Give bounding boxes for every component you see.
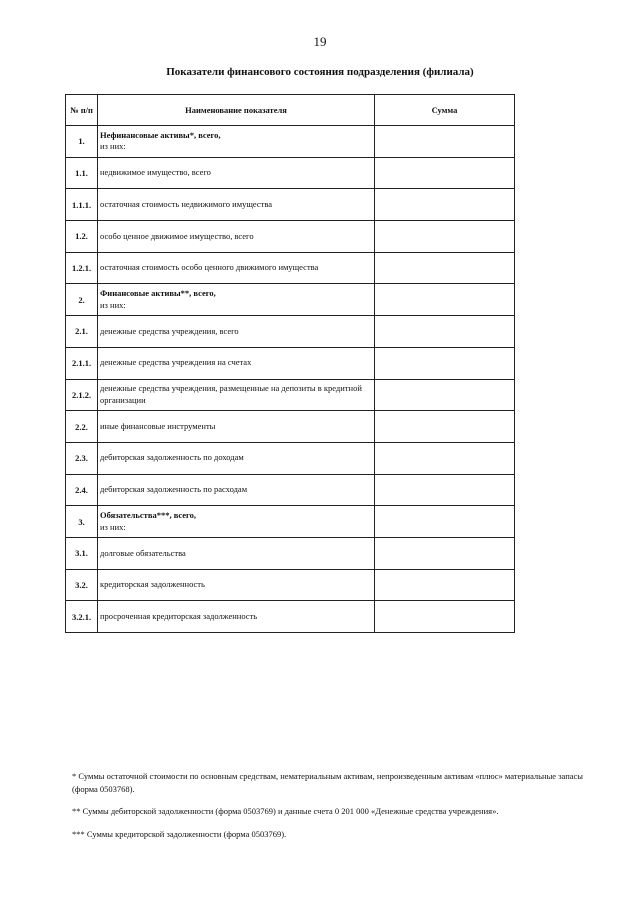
indicator-label: Финансовые активы**, всего, (100, 288, 216, 299)
table-row (66, 252, 515, 284)
indicator-label: недвижимое имущество, всего (100, 167, 211, 178)
row-number: 2.2. (66, 411, 98, 443)
table-row (66, 347, 515, 379)
row-indicator-name (98, 506, 375, 538)
row-sum-cell[interactable] (375, 442, 515, 474)
indicator-label: остаточная стоимость недвижимого имущества (100, 198, 273, 209)
financial-indicators-table (65, 94, 515, 633)
indicator-label: Нефинансовые активы*, всего, (100, 129, 221, 140)
footnote-3: *** Суммы кредиторской задолженности (форма 0503769). (72, 828, 287, 839)
table-row (66, 189, 515, 221)
row-sum-cell[interactable] (375, 347, 515, 379)
row-sum-cell[interactable] (375, 157, 515, 189)
indicator-label: денежные средства учреждения, всего (100, 325, 239, 336)
row-number: 2.1. (66, 316, 98, 348)
table-row (66, 126, 515, 158)
indicator-label: денежные средства учреждения, размещенные на депозиты в кредитной организации (100, 383, 362, 405)
row-indicator-name (98, 379, 375, 411)
table-row (66, 506, 515, 538)
row-sum-cell[interactable] (375, 189, 515, 221)
row-sum-cell[interactable] (375, 126, 515, 158)
table-header-row (66, 95, 515, 126)
footnote-2: ** Суммы дебиторской задолженности (форма 0503769) и данные счета 0 201 000 «Денежные средства учреждения». (72, 806, 499, 817)
row-indicator-name (98, 474, 375, 506)
row-indicator-name (98, 157, 375, 189)
row-number: 3.2. (66, 569, 98, 601)
row-number: 1.2.1. (66, 252, 98, 284)
indicator-label: остаточная стоимость особо ценного движимого имущества (100, 262, 319, 273)
row-sum-cell[interactable] (375, 221, 515, 253)
footnote-1: * Суммы остаточной стоимости по основным средствам, нематериальным активам, непроизведенным активам «плюс» материальные запасы (форма 0503768). (72, 771, 584, 795)
table-row (66, 569, 515, 601)
footnotes (72, 770, 592, 850)
table-row (66, 284, 515, 316)
indicator-label: дебиторская задолженность по расходам (100, 484, 248, 495)
row-indicator-name (98, 284, 375, 316)
row-sum-cell[interactable] (375, 506, 515, 538)
header-number: № п/п (66, 95, 98, 126)
document-title: Показатели финансового состояния подразделения (филиала) (166, 66, 474, 78)
indicator-label: иные финансовые инструменты (100, 420, 216, 431)
row-sum-cell[interactable] (375, 474, 515, 506)
row-sum-cell[interactable] (375, 537, 515, 569)
row-indicator-name (98, 347, 375, 379)
indicator-sublabel: из них: (100, 299, 126, 310)
row-number: 2.4. (66, 474, 98, 506)
row-indicator-name (98, 411, 375, 443)
indicator-sublabel: из них: (100, 521, 126, 532)
row-number: 1.1. (66, 157, 98, 189)
row-number: 2.1.2. (66, 379, 98, 411)
table-row (66, 411, 515, 443)
header-indicator-name: Наименование показателя (98, 95, 375, 126)
indicator-label: Обязательства***, всего, (100, 510, 197, 521)
row-indicator-name (98, 252, 375, 284)
row-number: 1. (66, 126, 98, 158)
row-indicator-name (98, 601, 375, 633)
row-number: 3.1. (66, 537, 98, 569)
row-indicator-name (98, 569, 375, 601)
table-row (66, 221, 515, 253)
table-row (66, 442, 515, 474)
indicator-sublabel: из них: (100, 141, 126, 152)
table-row (66, 601, 515, 633)
row-indicator-name (98, 221, 375, 253)
table-body (66, 126, 515, 633)
table-row (66, 379, 515, 411)
row-number: 2.3. (66, 442, 98, 474)
row-sum-cell[interactable] (375, 411, 515, 443)
table-row (66, 537, 515, 569)
row-sum-cell[interactable] (375, 252, 515, 284)
row-indicator-name (98, 316, 375, 348)
row-sum-cell[interactable] (375, 379, 515, 411)
row-sum-cell[interactable] (375, 601, 515, 633)
row-sum-cell[interactable] (375, 569, 515, 601)
row-indicator-name (98, 126, 375, 158)
row-indicator-name (98, 537, 375, 569)
indicator-label: долговые обязательства (100, 547, 186, 558)
indicator-label: денежные средства учреждения на счетах (100, 357, 252, 368)
indicator-label: дебиторская задолженность по доходам (100, 452, 244, 463)
indicator-label: просроченная кредиторская задолженность (100, 610, 258, 621)
row-indicator-name (98, 189, 375, 221)
row-number: 1.1.1. (66, 189, 98, 221)
row-number: 2. (66, 284, 98, 316)
row-indicator-name (98, 442, 375, 474)
indicator-label: кредиторская задолженность (100, 579, 205, 590)
row-number: 3. (66, 506, 98, 538)
table-row (66, 316, 515, 348)
table-row (66, 157, 515, 189)
table-row (66, 474, 515, 506)
indicator-label: особо ценное движимое имущество, всего (100, 230, 254, 241)
header-sum: Сумма (375, 95, 515, 126)
page-number: 19 (313, 34, 327, 49)
row-number: 2.1.1. (66, 347, 98, 379)
row-sum-cell[interactable] (375, 284, 515, 316)
row-sum-cell[interactable] (375, 316, 515, 348)
row-number: 1.2. (66, 221, 98, 253)
row-number: 3.2.1. (66, 601, 98, 633)
